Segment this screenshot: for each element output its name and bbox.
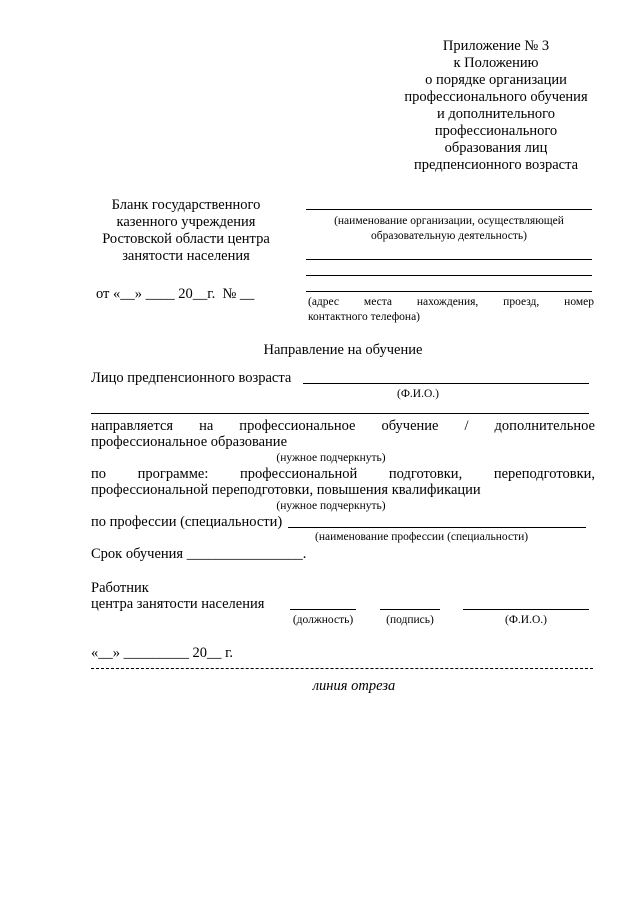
appendix-block bbox=[388, 38, 604, 174]
org-name-hint-1: (наименование организации, осуществляющей bbox=[334, 215, 564, 227]
appendix-line: Приложение № 3 bbox=[442, 38, 550, 54]
appendix-line: о порядке организации bbox=[425, 72, 567, 88]
cut-dashed-line bbox=[91, 668, 593, 669]
direction-line-2: профессиональное образование bbox=[91, 434, 288, 450]
appendix-line: к Положению bbox=[453, 55, 539, 71]
appendix-line: профессионального обучения bbox=[404, 89, 588, 105]
bottom-date: «__» _________ 20__ г. bbox=[91, 645, 234, 661]
employee-name-hint: (Ф.И.О.) bbox=[505, 614, 547, 626]
signature-hint: (подпись) bbox=[386, 614, 434, 626]
letterhead-line: Ростовской области центра bbox=[102, 231, 270, 247]
address-line-2 bbox=[306, 275, 592, 276]
cut-line-label: линия отреза bbox=[312, 678, 396, 694]
position-line bbox=[290, 609, 356, 610]
org-name-hint-2: образовательную деятельность) bbox=[370, 230, 527, 242]
address-line-1 bbox=[306, 259, 592, 260]
position-hint: (должность) bbox=[292, 614, 354, 626]
letterhead-line: казенного учреждения bbox=[116, 214, 256, 230]
direction-line-1: направляется на профессиональное обучение / дополнительное bbox=[91, 418, 595, 434]
profession-line bbox=[288, 527, 586, 528]
employee-line-1: Работник bbox=[91, 580, 149, 596]
org-name-line bbox=[306, 209, 592, 210]
program-hint: (нужное подчеркнуть) bbox=[276, 500, 386, 512]
profession-hint: (наименование профессии (специальности) bbox=[315, 531, 529, 543]
page-title: Направление на обучение bbox=[263, 342, 423, 358]
direction-hint: (нужное подчеркнуть) bbox=[276, 452, 386, 464]
person-name-line-2 bbox=[91, 413, 589, 414]
letterhead-block bbox=[86, 197, 286, 265]
person-name-line bbox=[303, 383, 589, 384]
letterhead-date-line: от «__» ____ 20__г. № __ bbox=[96, 286, 255, 302]
program-line-1: по программе: профессиональной подготовки, переподготовки, bbox=[91, 466, 595, 482]
address-hint-2: контактного телефона) bbox=[308, 311, 421, 323]
profession-label: по профессии (специальности) bbox=[91, 514, 283, 530]
appendix-line: профессионального bbox=[434, 123, 558, 139]
appendix-line: предпенсионного возраста bbox=[413, 157, 579, 173]
address-line-3 bbox=[306, 291, 592, 292]
person-label: Лицо предпенсионного возраста bbox=[91, 370, 292, 386]
letterhead-line: занятости населения bbox=[122, 248, 250, 264]
address-hint-1: (адрес места нахождения, проезд, номер bbox=[308, 296, 594, 308]
appendix-line: и дополнительного bbox=[436, 106, 556, 122]
appendix-line: образования лиц bbox=[444, 140, 548, 156]
employee-line-2: центра занятости населения bbox=[91, 596, 265, 612]
study-term: Срок обучения ________________. bbox=[91, 546, 307, 562]
letterhead-line: Бланк государственного bbox=[111, 197, 261, 213]
employee-name-line bbox=[463, 609, 589, 610]
signature-line bbox=[380, 609, 440, 610]
program-line-2: профессиональной переподготовки, повышения квалификации bbox=[91, 482, 481, 498]
person-name-hint: (Ф.И.О.) bbox=[397, 388, 439, 400]
